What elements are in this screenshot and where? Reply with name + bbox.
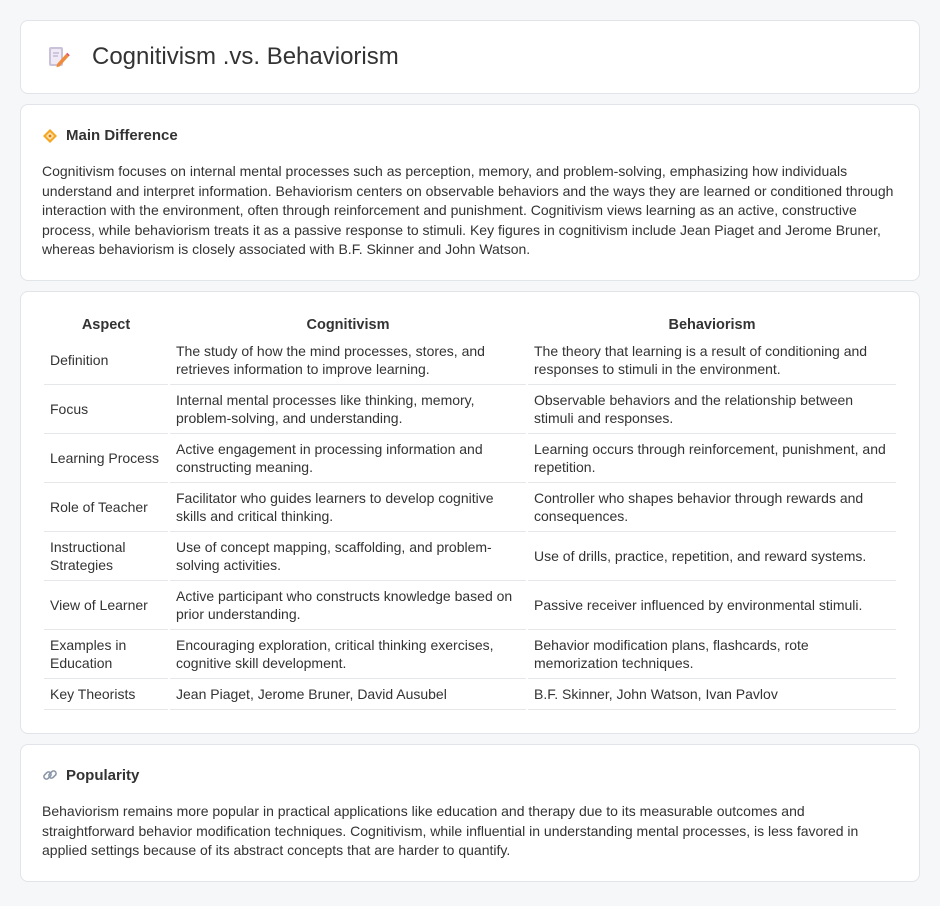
aspect-cell: Learning Process xyxy=(44,435,168,483)
cognitivism-cell: The study of how the mind processes, stores, and retrieves information to improve learning. xyxy=(170,337,526,385)
header-behaviorism: Behaviorism xyxy=(668,316,756,333)
cognitivism-cell: Use of concept mapping, scaffolding, and problem-solving activities. xyxy=(170,533,526,581)
link-icon xyxy=(42,767,58,783)
main-difference-section xyxy=(20,104,920,281)
behaviorism-cell: Controller who shapes behavior through rewards and consequences. xyxy=(528,484,896,532)
table-row xyxy=(44,435,896,483)
behaviorism-cell: Learning occurs through reinforcement, punishment, and repetition. xyxy=(528,435,896,483)
popularity-text: Behaviorism remains more popular in practical applications like education and therapy due to its measurable outcomes and straightforward behavior modification techniques. Cognitivism, while influential in understanding mental processes, is less favored in applied settings because of its abstract concepts that are harder to quantify. xyxy=(42,802,859,859)
behaviorism-cell: Use of drills, practice, repetition, and reward systems. xyxy=(528,533,896,581)
popularity-section xyxy=(20,744,920,882)
behaviorism-cell: B.F. Skinner, John Watson, Ivan Pavlov xyxy=(528,680,896,710)
table-row xyxy=(44,337,896,385)
table-row xyxy=(44,386,896,434)
comparison-table-card xyxy=(20,291,920,734)
cognitivism-cell: Encouraging exploration, critical thinking exercises, cognitive skill development. xyxy=(170,631,526,679)
comparison-table xyxy=(42,314,898,711)
aspect-cell: Focus xyxy=(44,386,168,434)
page-title: Cognitivism .vs. Behaviorism xyxy=(92,43,399,70)
cognitivism-cell: Jean Piaget, Jerome Bruner, David Ausubel xyxy=(170,680,526,710)
cognitivism-cell: Facilitator who guides learners to develop cognitive skills and critical thinking. xyxy=(170,484,526,532)
table-row xyxy=(44,582,896,630)
popularity-title: Popularity xyxy=(66,766,140,784)
main-difference-title: Main Difference xyxy=(66,127,178,144)
aspect-cell: Key Theorists xyxy=(44,680,168,710)
header-card xyxy=(20,20,920,94)
aspect-cell: Instructional Strategies xyxy=(44,533,168,581)
header-aspect: Aspect xyxy=(81,316,131,333)
cognitivism-cell: Active engagement in processing information and constructing meaning. xyxy=(170,435,526,483)
behaviorism-cell: Behavior modification plans, flashcards, rote memorization techniques. xyxy=(528,631,896,679)
aspect-cell: Examples in Education xyxy=(44,631,168,679)
document-pencil-icon xyxy=(46,45,70,69)
cognitivism-cell: Internal mental processes like thinking, memory, problem-solving, and understanding. xyxy=(170,386,526,434)
table-row xyxy=(44,533,896,581)
main-difference-text: Cognitivism focuses on internal mental processes such as perception, memory, and problem-solving, emphasizing how individuals understand and interpret information. Behaviorism centers on observable behaviors and the ways they are learned or conditioned through interaction with the environment, often through reinforcement and punishment. Cognitivism views learning as an active, constructive process, while behaviorism treats it as a passive response to stimuli. Key figures in cognitivism include Jean Piaget and Jerome Bruner, whereas behaviorism is closely associated with B.F. Skinner and John Watson. xyxy=(42,163,894,258)
header-cognitivism: Cognitivism xyxy=(306,316,390,333)
cognitivism-cell: Active participant who constructs knowledge based on prior understanding. xyxy=(170,582,526,630)
behaviorism-cell: The theory that learning is a result of conditioning and responses to stimuli in the environment. xyxy=(528,337,896,385)
behaviorism-cell: Observable behaviors and the relationship between stimuli and responses. xyxy=(528,386,896,434)
table-row xyxy=(44,631,896,679)
diamond-icon xyxy=(42,128,58,144)
table-row xyxy=(44,484,896,532)
aspect-cell: View of Learner xyxy=(44,582,168,630)
table-row xyxy=(44,680,896,710)
aspect-cell: Role of Teacher xyxy=(44,484,168,532)
aspect-cell: Definition xyxy=(44,337,168,385)
behaviorism-cell: Passive receiver influenced by environmental stimuli. xyxy=(528,582,896,630)
